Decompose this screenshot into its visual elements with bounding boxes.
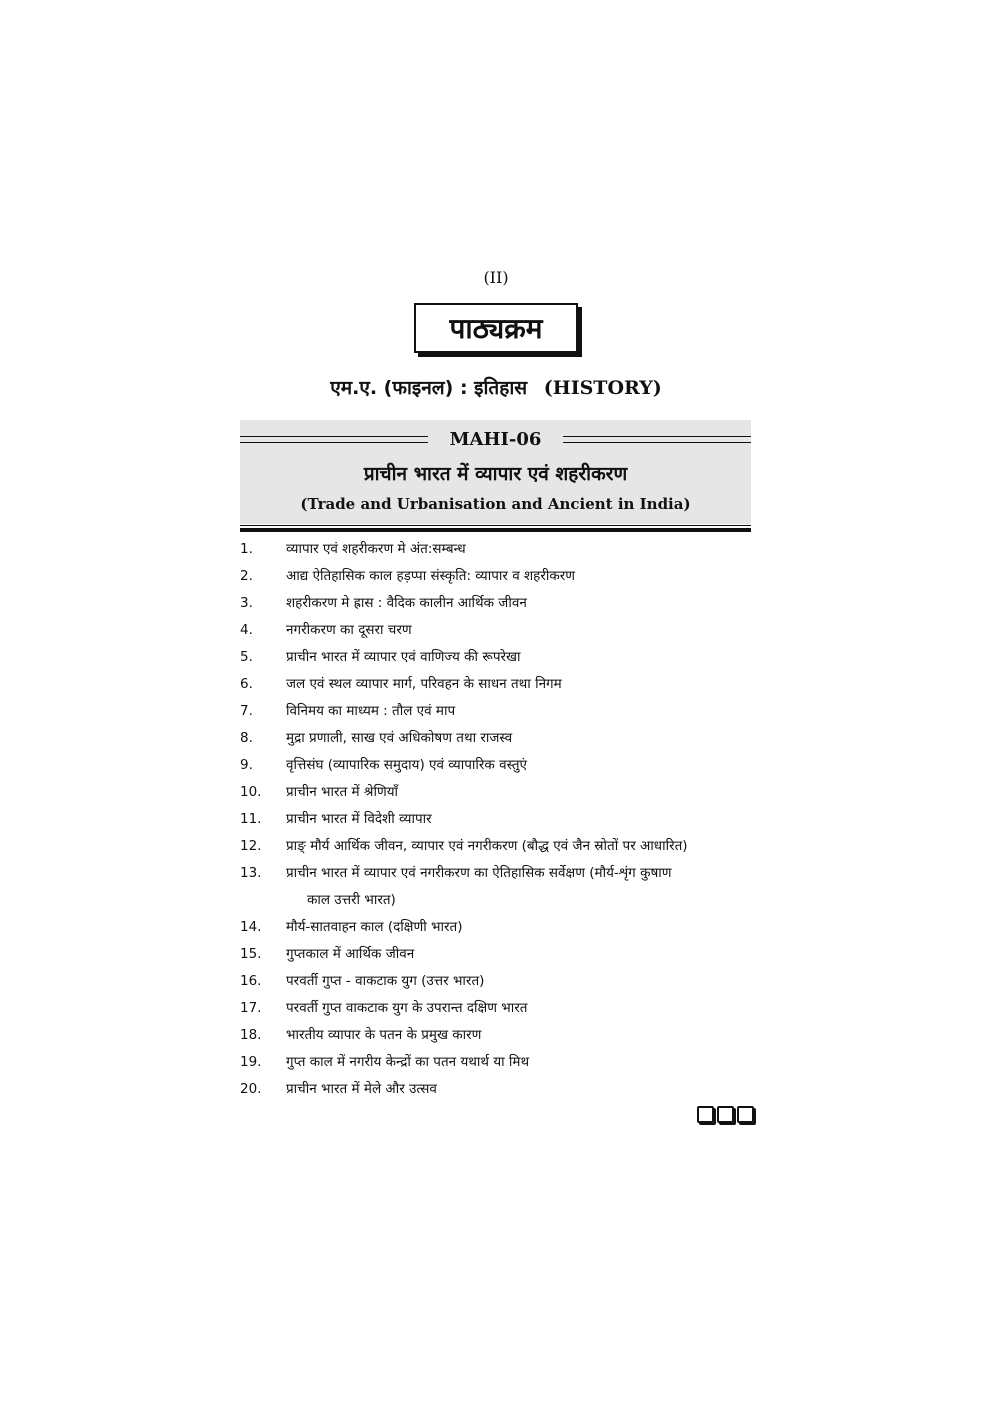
topic-item bbox=[240, 779, 760, 806]
topic-item bbox=[240, 671, 760, 698]
topic-number: 7. bbox=[240, 703, 253, 719]
box-icon bbox=[697, 1106, 714, 1123]
topic-item bbox=[240, 563, 760, 590]
topic-text: जल एवं स्थल व्यापार मार्ग, परिवहन के साधन तथा निगम bbox=[286, 676, 562, 692]
topic-text: प्राचीन भारत में मेले और उत्सव bbox=[286, 1081, 437, 1097]
topic-text: व्यापार एवं शहरीकरण मे अंत:सम्बन्ध bbox=[286, 541, 466, 557]
course-title-hindi: प्राचीन भारत में व्यापार एवं शहरीकरण bbox=[363, 463, 628, 485]
topic-number: 18. bbox=[240, 1027, 262, 1043]
topic-item bbox=[240, 1049, 760, 1076]
topic-number: 9. bbox=[240, 757, 253, 773]
topic-number: 13. bbox=[240, 865, 262, 881]
topic-item bbox=[240, 644, 760, 671]
box-icon bbox=[737, 1106, 754, 1123]
topic-text: गुप्त काल में नगरीय केन्द्रों का पतन यथार्थ या मिथ bbox=[286, 1054, 530, 1070]
topic-text: प्राचीन भारत में श्रेणियाँ bbox=[286, 784, 399, 800]
page-number: (II) bbox=[483, 268, 509, 287]
topic-text: परवर्ती गुप्त - वाकटाक युग (उत्तर भारत) bbox=[286, 973, 485, 989]
topic-text: शहरीकरण मे ह्रास : वैदिक कालीन आर्थिक जीवन bbox=[286, 595, 527, 611]
topic-number: 1. bbox=[240, 541, 253, 557]
topic-item bbox=[240, 914, 760, 941]
program-title bbox=[0, 374, 992, 400]
program-english: (HISTORY) bbox=[543, 377, 662, 399]
syllabus-heading: पाठ्यक्रम bbox=[414, 303, 578, 353]
topic-number: 2. bbox=[240, 568, 253, 584]
topic-number: 20. bbox=[240, 1081, 262, 1097]
topic-number: 4. bbox=[240, 622, 253, 638]
topic-item bbox=[240, 968, 760, 995]
topic-text: प्राङ् मौर्य आर्थिक जीवन, व्यापार एवं नगरीकरण (बौद्ध एवं जैन स्रोतों पर आधारित) bbox=[286, 838, 688, 854]
topic-item bbox=[240, 1076, 760, 1103]
course-code: MAHI-06 bbox=[449, 428, 542, 450]
program-hindi: एम.ए. (फाइनल) : इतिहास bbox=[330, 377, 528, 399]
topic-item bbox=[240, 536, 760, 563]
topic-text: वृत्तिसंघ (व्यापारिक समुदाय) एवं व्यापारिक वस्तुएं bbox=[286, 757, 527, 773]
topic-number: 3. bbox=[240, 595, 253, 611]
topic-text: परवर्ती गुप्त वाकटाक युग के उपरान्त दक्षिण भारत bbox=[286, 1000, 528, 1016]
topic-item bbox=[240, 941, 760, 968]
topic-item bbox=[240, 698, 760, 725]
topic-number: 14. bbox=[240, 919, 262, 935]
topic-text: नगरीकरण का दूसरा चरण bbox=[286, 622, 412, 638]
topic-text-continued: काल उत्तरी भारत) bbox=[307, 892, 396, 908]
topic-number: 10. bbox=[240, 784, 262, 800]
topic-list bbox=[240, 536, 760, 1103]
topic-text: गुप्तकाल में आर्थिक जीवन bbox=[286, 946, 415, 962]
topic-number: 12. bbox=[240, 838, 262, 854]
topic-text: प्राचीन भारत में व्यापार एवं नगरीकरण का ऐतिहासिक सर्वेक्षण (मौर्य-शृंग कुषाण bbox=[286, 865, 672, 881]
topic-item bbox=[240, 833, 760, 860]
topic-item bbox=[240, 725, 760, 752]
topic-text: मौर्य-सातवाहन काल (दक्षिणी भारत) bbox=[286, 919, 463, 935]
topic-item bbox=[240, 590, 760, 617]
topic-number: 19. bbox=[240, 1054, 262, 1070]
topic-text: प्राचीन भारत में व्यापार एवं वाणिज्य की रूपरेखा bbox=[286, 649, 521, 665]
topic-item bbox=[240, 806, 760, 833]
topic-number: 8. bbox=[240, 730, 253, 746]
end-of-section-marks bbox=[697, 1106, 754, 1123]
topic-item bbox=[240, 617, 760, 644]
topic-text: आद्य ऐतिहासिक काल हड़प्पा संस्कृति: व्यापार व शहरीकरण bbox=[286, 568, 576, 584]
course-title-english: (Trade and Urbanisation and Ancient in India) bbox=[300, 495, 691, 513]
divider-left bbox=[240, 436, 428, 443]
topic-number: 5. bbox=[240, 649, 253, 665]
topic-item bbox=[240, 860, 760, 914]
topic-number: 11. bbox=[240, 811, 262, 827]
topic-number: 15. bbox=[240, 946, 262, 962]
topic-text: भारतीय व्यापार के पतन के प्रमुख कारण bbox=[286, 1027, 482, 1043]
topic-number: 17. bbox=[240, 1000, 262, 1016]
course-header bbox=[240, 420, 751, 524]
topic-number: 16. bbox=[240, 973, 262, 989]
topic-number: 6. bbox=[240, 676, 253, 692]
course-code-row bbox=[240, 428, 751, 450]
topic-item bbox=[240, 995, 760, 1022]
topic-item bbox=[240, 1022, 760, 1049]
divider-bottom bbox=[240, 528, 751, 532]
divider-right bbox=[563, 436, 751, 443]
topic-text: मुद्रा प्रणाली, साख एवं अधिकोषण तथा राजस्व bbox=[286, 730, 513, 746]
box-icon bbox=[717, 1106, 734, 1123]
topic-text: प्राचीन भारत में विदेशी व्यापार bbox=[286, 811, 432, 827]
divider-bottom-thin bbox=[240, 525, 751, 526]
topic-item bbox=[240, 752, 760, 779]
topic-text: विनिमय का माध्यम : तौल एवं माप bbox=[286, 703, 456, 719]
